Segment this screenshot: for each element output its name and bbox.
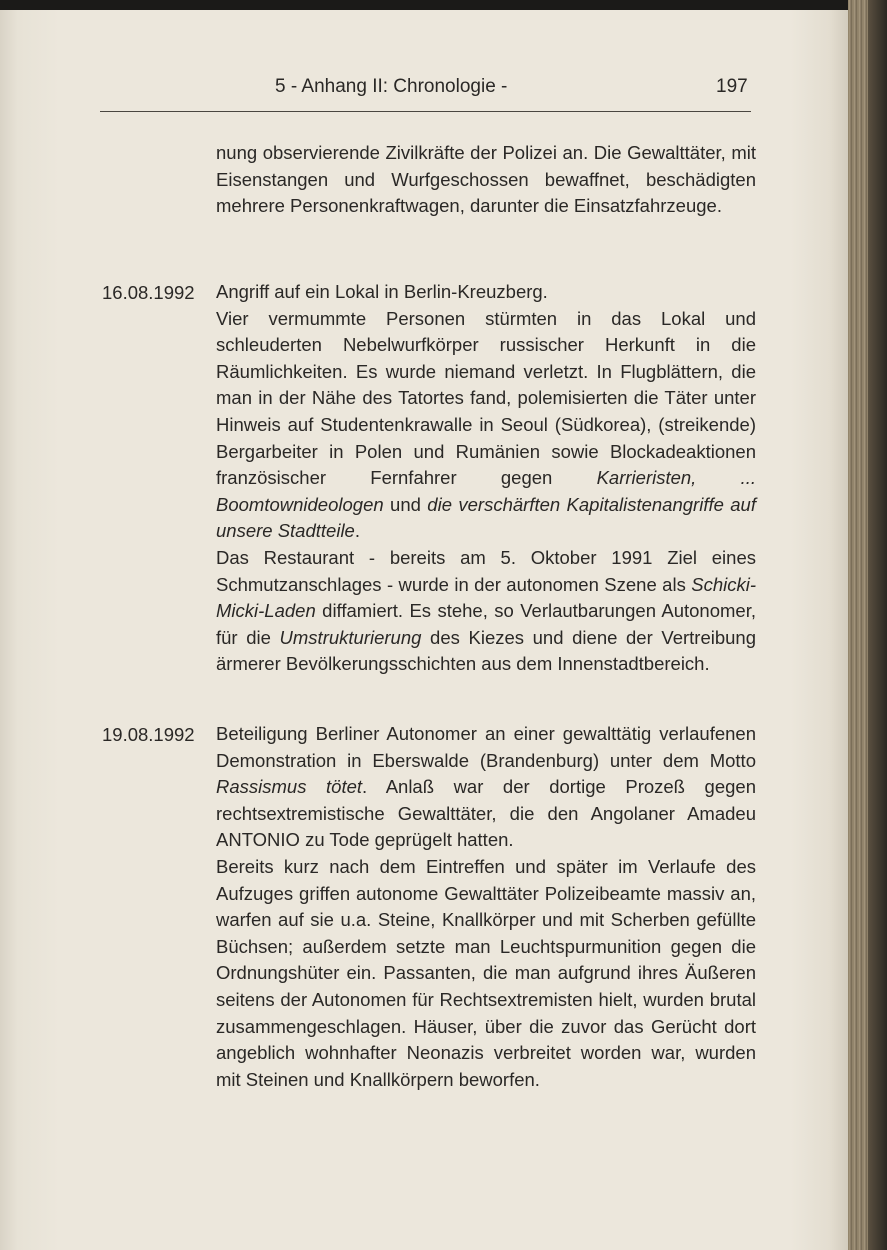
book-page (0, 10, 848, 1250)
header-rule (100, 111, 751, 112)
continuation-paragraph: nung observierende Zivilkräfte der Polizei an. Die Gewalttäter, mit Eisenstangen und Wurfgeschossen bewaffnet, beschädigten mehrere Personenkraftwagen, darunter die Einsatzfahrzeuge. (216, 142, 756, 217)
entry-title: Angriff auf ein Lokal in Berlin-Kreuzberg. (216, 281, 548, 302)
entry-paragraph: Bereits kurz nach dem Eintreffen und später im Verlaufe des Aufzuges griffen autonome Gewalttäter Polizeibeamte massiv an, warfen auf sie u.a. Steine, Knallkörper und mit Scherben gefüllte Büchsen; außerdem setzte man Leuchtspurmunition gegen die Ordnungshüter ein. Passanten, die man aufgrund ihres Äußeren seitens der Autonomen für Rechtsextremisten hielt, wurden brutal zusammengeschlagen. Häuser, über die zuvor das Gerücht dort angeblich wohnhafter Neonazis verbreitet worden war, wurden mit Steinen und Knallkörpern beworfen. (216, 855, 756, 1090)
entry-paragraph: Vier vermummte Personen stürmten in das Lokal und schleuderten Nebelwurfkörper russischer Herkunft in die Räumlichkeiten. Es wurde niemand verletzt. In Flugblättern, die man in der Nähe des Tatortes fand, polemisierten die Täter unter Hinweis auf Studentenkrawalle in Seoul (Südkorea), (streikende) Bergarbeiter in Polen und Rumänien sowie Blockadeaktionen französischer Fernfahrer gegen Karrieristen, ... Boomtownideologen und die verschärften Kapitalistenangriffe auf unsere Stadtteile. (216, 307, 756, 542)
entry-date: 16.08.1992 (102, 282, 195, 303)
entry-19-08-1992 (216, 721, 756, 1093)
entry-paragraph: Das Restaurant - bereits am 5. Oktober 1991 Ziel eines Schmutzanschlages - wurde in der autonomen Szene als Schicki-Micki-Laden diffamiert. Es stehe, so Verlautbarungen Autonomer, für die Umstrukturierung des Kiezes und diene der Vertreibung ärmerer Bevölkerungsschichten aus dem Innenstadtbereich. (216, 546, 757, 675)
entry-16-08-1992 (216, 279, 756, 678)
entry-paragraph: Beteiligung Berliner Autonomer an einer gewalttätig verlaufenen Demonstration in Eberswalde (Brandenburg) unter dem Motto Rassismus tötet. Anlaß war der dortige Prozeß gegen rechtsextremistische Gewalttäter, die den Angolaner Amadeu ANTONIO zu Tode geprügelt hatten. (216, 723, 756, 851)
entry-date: 19.08.1992 (102, 724, 195, 745)
book-spine-shadow (868, 0, 887, 1250)
page-number: 197 (716, 76, 748, 97)
running-header: 5 - Anhang II: Chronologie - (275, 76, 508, 97)
continuation-text (216, 140, 756, 220)
